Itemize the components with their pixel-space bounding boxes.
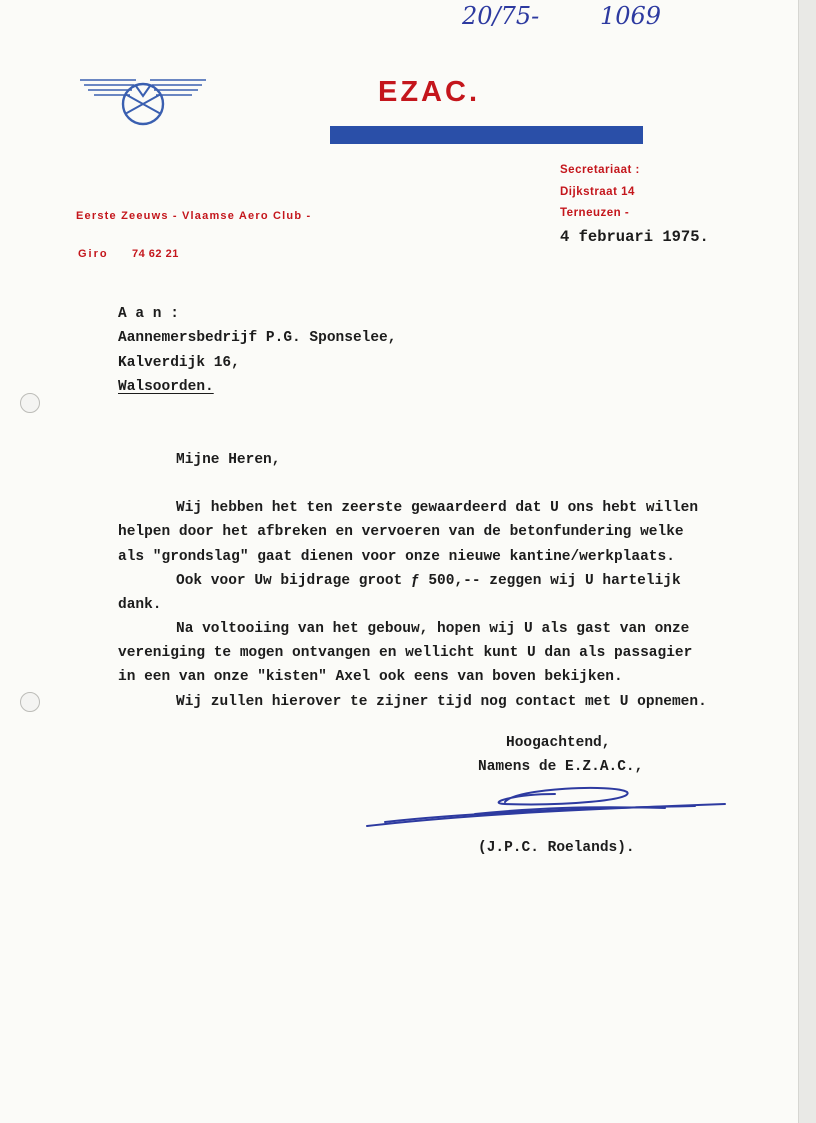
brand-name: EZAC. [378, 76, 480, 108]
body-line: helpen door het afbreken en vervoeren van de betonfundering welke [118, 524, 684, 540]
body-line: Wij hebben het ten zeerste gewaardeerd dat U ons hebt willen [176, 500, 699, 516]
secretariat-street: Dijkstraat 14 [560, 186, 635, 198]
recipient-line-2: Kalverdijk 16, [118, 355, 240, 371]
body-line: Wij zullen hierover te zijner tijd nog contact met U opnemen. [176, 694, 707, 710]
handwritten-signature [365, 782, 730, 832]
secretariat-label: Secretariaat : [560, 164, 640, 176]
punch-hole-upper [20, 393, 40, 413]
body-line: vereniging te mogen ontvangen en wellicht kunt U dan als passagier [118, 645, 693, 661]
recipient-line-1: Aannemersbedrijf P.G. Sponselee, [118, 330, 397, 346]
letter-date: 4 februari 1975. [560, 228, 709, 246]
punch-hole-lower [20, 692, 40, 712]
secretariat-city: Terneuzen - [560, 207, 630, 219]
page-edge [798, 0, 816, 1123]
recipient-to-label: A a n : [118, 306, 179, 322]
body-line: als "grondslag" gaat dienen voor onze nieuwe kantine/werkplaats. [118, 549, 675, 565]
winged-propeller-logo-icon [78, 74, 208, 128]
signatory-name: (J.P.C. Roelands). [478, 840, 635, 856]
salutation: Mijne Heren, [176, 452, 281, 468]
closing-line-2: Namens de E.Z.A.C., [478, 759, 644, 775]
body-line: dank. [118, 597, 162, 613]
handwritten-reference-2: 1069 [600, 2, 662, 30]
letterhead-blue-bar [330, 126, 643, 144]
body-line: Na voltooiing van het gebouw, hopen wij U als gast van onze [176, 621, 690, 637]
giro-number: 74 62 21 [132, 248, 179, 260]
handwritten-reference-1: 20/75- [462, 2, 540, 30]
closing-line-1: Hoogachtend, [506, 735, 611, 751]
giro-label: Giro [78, 248, 109, 260]
recipient-line-3: Walsoorden. [118, 379, 214, 395]
body-line: in een van onze "kisten" Axel ook eens van boven bekijken. [118, 669, 623, 685]
body-line: Ook voor Uw bijdrage groot ƒ 500,-- zeggen wij U hartelijk [176, 573, 681, 589]
club-name: Eerste Zeeuws - Vlaamse Aero Club - [76, 210, 312, 222]
